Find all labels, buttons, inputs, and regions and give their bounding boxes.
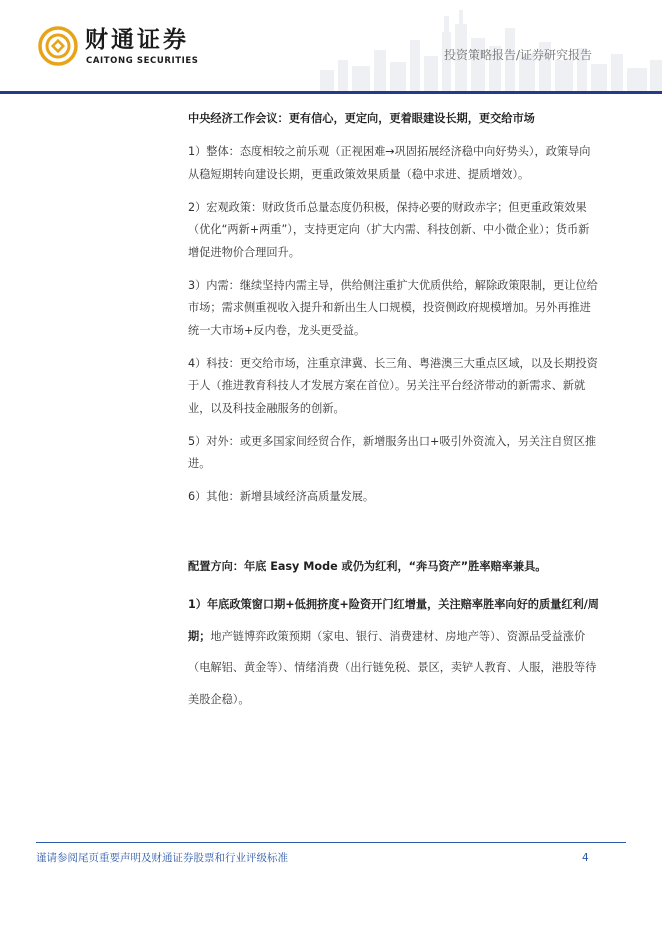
report-type-label: 投资策略报告/证券研究报告 [443, 48, 592, 62]
paragraph-overall: 1）整体：态度相较之前乐观（正视困难→巩固拓展经济稳中向好势头），政策导向从稳短期转向建设长期，更重政策效果质量（稳中求进、提质增效）。 [188, 145, 591, 181]
report-body [188, 108, 600, 715]
paragraph-domestic-demand: 3）内需：继续坚持内需主导，供给侧注重扩大优质供给，解除政策限制，更让位给市场；需求侧重视收入提升和新出生人口规模，投资侧政府规模增加。另外再推进统一大市场+反内卷，龙头更受益。 [188, 278, 598, 337]
paragraph-technology: 4）科技：更交给市场，注重京津冀、长三角、粤港澳三大重点区域，以及长期投资于人（推进教育科技人才发展方案在首位）。另关注平台经济带动的新需求、新就业，以及科技金融服务的创新。 [188, 356, 598, 415]
section-heading: 中央经济工作会议：更有信心，更定向，更着眼建设长期，更交给市场 [188, 112, 535, 125]
spacer [188, 519, 600, 556]
allocation-detail: 地产链博弈政策预期（家电、银行、消费建材、房地产等）、资源品受益涨价（电解铝、黄金等）、情绪消费（出行链免税、景区，卖铲人教育、人服，港股等待美股企稳）。 [188, 629, 597, 706]
paragraph-other: 6）其他：新增县域经济高质量发展。 [188, 490, 375, 503]
brand-name-chinese: 财通证券 [85, 27, 189, 53]
allocation-bold-lead: 1）年底政策窗口期+低拥挤度+险资开门红增量，关注赔率胜率向好的质量红利/周期； [188, 598, 599, 643]
brand-name-english: CAITONG SECURITIES [86, 56, 199, 66]
allocation-paragraph [188, 589, 600, 715]
paragraph-macro-policy: 2）宏观政策：财政货币总量态度仍积极，保持必要的财政赤字；但更重政策效果（优化“两新+两重”），支持更定向（扩大内需、科技创新、中小微企业）；货币新增促进物价合理回升。 [188, 200, 590, 259]
page-number: 4 [582, 852, 589, 864]
caitong-logo-icon [38, 26, 78, 66]
allocation-heading: 配置方向：年底 Easy Mode 或仍为红利，“奔马资产”胜率赔率兼具。 [188, 560, 547, 573]
page-header [0, 0, 662, 96]
paragraph-external: 5）对外：或更多国家间经贸合作，新增服务出口+吸引外资流入，另关注自贸区推进。 [188, 434, 597, 470]
footer-divider [36, 842, 626, 843]
disclaimer-note: 谨请参阅尾页重要声明及财通证券股票和行业评级标准 [36, 852, 288, 864]
header-divider [0, 91, 662, 94]
